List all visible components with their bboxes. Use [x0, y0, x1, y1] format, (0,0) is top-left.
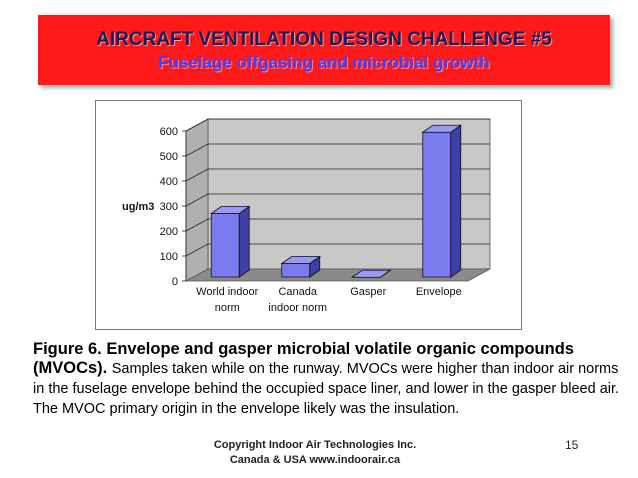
figure-caption — [33, 340, 633, 419]
caption-body: Samples taken while on the runway. MVOCs were higher than indoor air norms in the fuselage envelope behind the occupied space liner, and lower in the gasper bleed air. The MVOC primary origin in the envelope likely was the insulation. — [33, 361, 620, 417]
page-number: 15 — [565, 438, 579, 452]
y-tick-label: 200 — [159, 226, 178, 238]
x-tick-label: Envelope — [415, 286, 462, 298]
title-banner — [38, 15, 610, 85]
x-tick-label: indoor norm — [268, 302, 328, 314]
chart-frame — [95, 100, 522, 330]
y-tick-label: 100 — [159, 251, 178, 263]
y-tick-label: 0 — [171, 276, 178, 288]
slide-title: AIRCRAFT VENTILATION DESIGN CHALLENGE #5 — [96, 29, 552, 50]
slide-subtitle: Fuselage offgasing and microbial growth — [158, 53, 490, 72]
x-tick-label: World indoor — [196, 286, 259, 298]
y-tick-label: 400 — [159, 176, 178, 188]
footer-line-2: Canada & USA www.indoorair.ca — [229, 454, 401, 466]
caption-title: Figure 6. Envelope and gasper microbial volatile organic compounds (MVOCs). — [33, 340, 574, 377]
bar-front — [282, 264, 310, 278]
y-tick-label: 500 — [159, 151, 178, 163]
y-tick-label: 600 — [159, 126, 178, 138]
x-tick-label: Canada — [278, 286, 318, 298]
copyright-footer — [180, 438, 450, 468]
bar-front — [211, 214, 239, 278]
bar-chart — [96, 101, 521, 329]
bar-front — [423, 132, 451, 277]
x-tick-label: Gasper — [350, 286, 387, 298]
footer-line-1: Copyright Indoor Air Technologies Inc. — [213, 439, 417, 451]
bar-side — [451, 125, 461, 277]
y-axis-label: ug/m3 — [122, 201, 155, 213]
bar-side — [239, 207, 249, 278]
y-tick-label: 300 — [159, 201, 178, 213]
x-tick-label: norm — [214, 302, 240, 314]
